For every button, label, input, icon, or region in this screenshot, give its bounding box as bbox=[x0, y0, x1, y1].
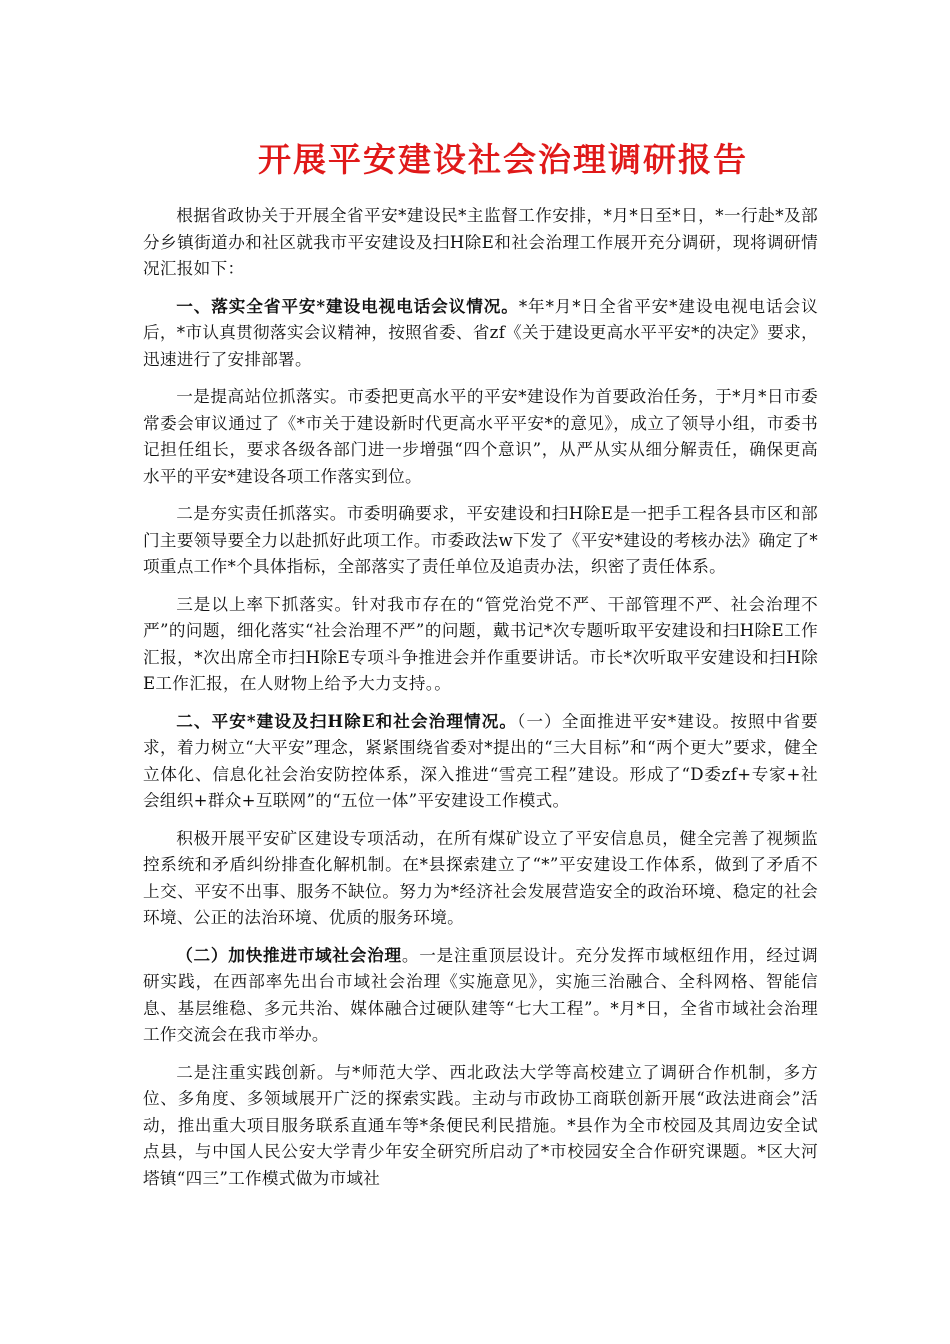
paragraph-text: 三是以上率下抓落实。针对我市存在的“管党治党不严、干部管理不严、社会治理不严”的问题，细化落实“社会治理不严”的问题，戴书记*次专题听取平安建设和扫H除E工作汇报，*次出席全市扫H除E专项斗争推进会并作重要讲话。市长*次听取平安建设和扫H除E工作汇报，在人财物上给予大力支持。。 bbox=[143, 594, 818, 693]
paragraph-text: 二是注重实践创新。与*师范大学、西北政法大学等高校建立了调研合作机制，多方位、多角度、多领域展开广泛的探索实践。主动与市政协工商联创新开展“政法进商会”活动，推出重大项目服务联系直通车等*条便民利民措施。*县作为全市校园及其周边安全试点县，与中国人民公安大学青少年安全研究所启动了*市校园安全合作研究课题。*区大河塔镇“四三”工作模式做为市域社 bbox=[143, 1062, 818, 1188]
section-heading: 一、落实全省平安*建设电视电话会议情况。 bbox=[176, 295, 519, 316]
paragraph-mining-safety bbox=[143, 825, 818, 932]
paragraph-item-1 bbox=[143, 383, 818, 490]
paragraph-text: 积极开展平安矿区建设专项活动，在所有煤矿设立了平安信息员，健全完善了视频监控系统和矛盾纠纷排查化解机制。在*县探索建立了“*”平安建设工作体系，做到了矛盾不上交、平安不出事、服务不缺位。努力为*经济社会发展营造安全的政治环境、稳定的社会环境、公正的法治环境、优质的服务环境。 bbox=[143, 828, 818, 927]
section-heading: 二、平安*建设及扫H除E和社会治理情况。 bbox=[176, 710, 518, 731]
paragraph-text: 。一是注重顶层设计。充分发挥市域枢纽作用，经过调研实践，在西部率先出台市域社会治理《实施意见》，实施三治融合、全科网格、智能信息、基层维稳、多元共治、媒体融合过硬队建等“七大工程”。*月*日，全省市域社会治理工作交流会在我市举办。 bbox=[143, 945, 818, 1044]
paragraph-subsection-two bbox=[143, 942, 818, 1049]
paragraph-text: （一）全面推进平安*建设。按照中省要求，着力树立“大平安”理念，紧紧围绕省委对*提出的“三大目标”和“两个更大”要求，健全立体化、信息化社会治安防控体系，深入推进“雪亮工程”建设。形成了“D委zf+专家+社会组织+群众+互联网”的“五位一体”平安建设工作模式。 bbox=[143, 711, 818, 810]
document-title: 开展平安建设社会治理调研报告 bbox=[258, 140, 748, 179]
paragraph-item-2 bbox=[143, 500, 818, 581]
paragraph-intro bbox=[143, 202, 818, 283]
paragraph-section-two bbox=[143, 708, 818, 815]
subsection-heading: （二）加快推进市域社会治理 bbox=[176, 944, 402, 965]
paragraph-text: 二是夯实责任抓落实。市委明确要求，平安建设和扫H除E是一把手工程各县市区和部门主要领导要全力以赴抓好此项工作。市委政法w下发了《平安*建设的考核办法》确定了*项重点工作*个具体指标，全部落实了责任单位及追责办法，织密了责任体系。 bbox=[143, 504, 818, 576]
paragraph-text: 一是提高站位抓落实。市委把更高水平的平安*建设作为首要政治任务，于*月*日市委常委会审议通过了《*市关于建设新时代更高水平平安*的意见》，成立了领导小组，市委书记担任组长，要求各级各部门进一步增强“四个意识”，从严从实从细分解责任，确保更高水平的平安*建设各项工作落实到位。 bbox=[143, 387, 818, 486]
paragraph-item-3 bbox=[143, 591, 818, 698]
paragraph-text: *年*月*日全省平安*建设电视电话会议后，*市认真贯彻落实会议精神，按照省委、省zf《关于建设更高水平平安*的决定》要求，迅速进行了安排部署。 bbox=[143, 296, 818, 369]
paragraph-practice-innovation bbox=[143, 1059, 818, 1193]
paragraph-section-one bbox=[143, 293, 818, 374]
paragraph-text: 根据省政协关于开展全省平安*建设民*主监督工作安排，*月*日至*日，*一行赴*及部分乡镇街道办和社区就我市平安建设及扫H除E和社会治理工作展开充分调研，现将调研情况汇报如下： bbox=[143, 206, 818, 278]
